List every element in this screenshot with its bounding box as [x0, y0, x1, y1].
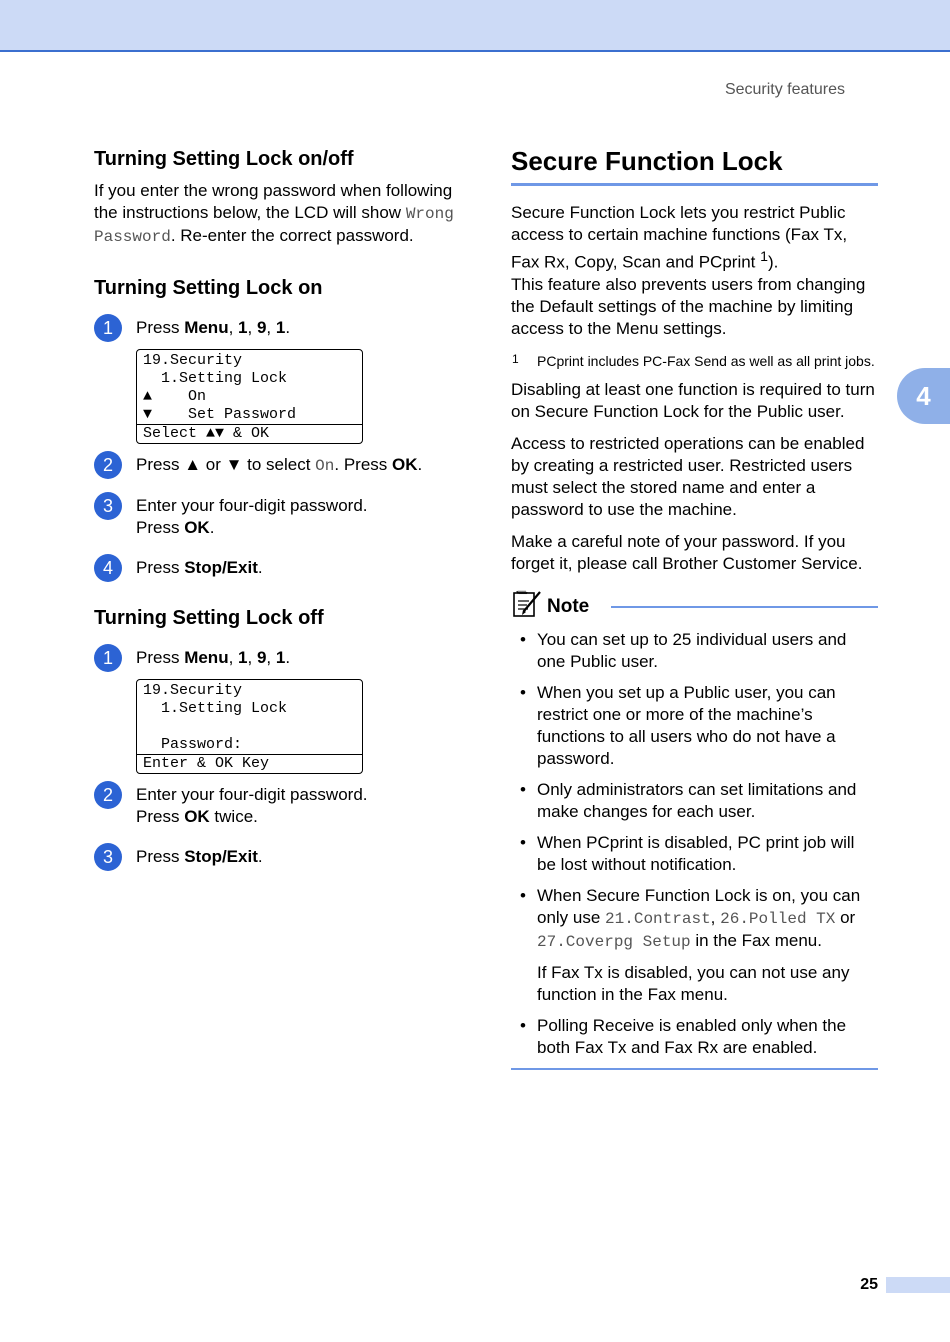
list-item-text: You can set up to 25 individual users and one Public user.: [537, 629, 847, 671]
key-ok: OK: [392, 455, 418, 474]
key-9: 9: [256, 318, 267, 337]
step-on-3: [94, 495, 464, 539]
footnote-text: PCprint includes PC-Fax Send as well as all print jobs.: [537, 352, 875, 369]
bullet-icon: •: [520, 682, 526, 702]
running-header: Security features: [724, 81, 845, 98]
lcd-line: 19.Security: [143, 352, 243, 369]
key-menu: Menu: [184, 648, 229, 667]
step-on-1: [94, 317, 464, 339]
list-item: [511, 885, 878, 1006]
menu-code: 21.Contrast: [605, 909, 711, 928]
step-off-1: [94, 647, 464, 669]
step-text: ,: [266, 648, 276, 667]
intro-paragraph: [511, 202, 878, 274]
lcd-line: 1.Setting Lock: [143, 370, 288, 387]
step-text: Press: [136, 807, 185, 826]
step-on-4: [94, 557, 464, 579]
note-label: Note: [547, 595, 590, 617]
bullet-icon: •: [520, 1015, 526, 1035]
step-text: .: [285, 318, 291, 337]
step-text: Press: [136, 318, 185, 337]
bullet-icon: •: [520, 779, 526, 799]
key-ok: OK: [184, 518, 210, 537]
lcd-display-off: [136, 679, 363, 774]
footnote-ref: 1: [760, 249, 768, 265]
key-menu: Menu: [184, 318, 229, 337]
step-text: Enter your four-digit password.: [136, 785, 368, 804]
step-text: Press: [136, 558, 185, 577]
down-arrow-icon: ▼: [225, 455, 243, 474]
list-item: [511, 832, 878, 876]
key-stop-exit: Stop/Exit: [184, 847, 258, 866]
step-text: to select: [242, 455, 316, 474]
step-text-line2: [136, 517, 464, 539]
step-text: ,: [266, 318, 276, 337]
left-column: [94, 146, 464, 868]
list-item: [511, 629, 878, 673]
up-arrow-icon: ▲: [184, 455, 202, 474]
heading-setting-lock-on: Turning Setting Lock on: [94, 277, 323, 299]
list-item-subparagraph: If Fax Tx is disabled, you can not use any function in the Fax menu.: [537, 962, 850, 1004]
lcd-line: ▼ Set Password: [143, 406, 297, 423]
step-number-icon: 1: [94, 644, 122, 672]
step-number-icon: 2: [94, 451, 122, 479]
list-item: [511, 1015, 878, 1059]
step-text: Press: [136, 518, 185, 537]
heading-setting-lock-off: Turning Setting Lock off: [94, 607, 324, 629]
list-item-text: in the Fax menu.: [690, 930, 822, 950]
note-header: [511, 589, 878, 625]
list-item-text: When PCprint is disabled, PC print job will be lost without notification.: [537, 832, 855, 874]
step-text: ,: [247, 318, 257, 337]
step-number-icon: 4: [94, 554, 122, 582]
access-paragraph: Access to restricted operations can be enabled by creating a restricted user. Restricted users must select the stored name and enter a password to use the machine.: [511, 433, 865, 519]
lcd-status-line: Enter & OK Key: [137, 754, 362, 773]
note-list: [511, 629, 878, 1059]
step-text: .: [417, 455, 423, 474]
paragraph-text: ).: [768, 252, 779, 272]
list-item-text: Only administrators can set limitations and make changes for each user.: [537, 779, 857, 821]
step-text: ,: [228, 318, 239, 337]
step-on-2: [94, 454, 464, 477]
list-item-text: When Secure Function Lock is on, you can only use: [537, 885, 861, 927]
list-item-text: When you set up a Public user, you can restrict one or more of the machine’s functions to all users who do not have a password.: [537, 682, 836, 768]
list-item: [511, 779, 878, 823]
key-stop-exit: Stop/Exit: [184, 558, 258, 577]
paragraph-text: Secure Function Lock lets you restrict Public access to certain machine functions (Fax Tx, Fax Rx, Copy, Scan and PCprint: [511, 203, 848, 272]
key-1: 1: [238, 318, 248, 337]
list-item: [511, 682, 878, 770]
right-column: [511, 145, 878, 1070]
heading-secure-function-lock: Secure Function Lock: [511, 146, 783, 176]
step-text: ,: [228, 648, 239, 667]
lcd-option: On: [315, 457, 335, 475]
lcd-line: [137, 718, 362, 736]
note-pad-icon: [511, 589, 543, 625]
footnote: [511, 352, 878, 371]
step-text: .: [285, 648, 291, 667]
key-ok: OK: [184, 807, 210, 826]
menu-code: 26.Polled TX: [720, 909, 836, 928]
footer-bar: [886, 1277, 950, 1293]
step-text: ,: [247, 648, 257, 667]
step-number-icon: 3: [94, 492, 122, 520]
step-text: .: [209, 518, 215, 537]
step-text: . Press: [334, 455, 392, 474]
menu-code: 27.Coverpg Setup: [537, 932, 691, 951]
step-number-icon: 3: [94, 843, 122, 871]
top-banner: [0, 0, 950, 52]
step-text: Press: [136, 455, 185, 474]
heading-setting-lock-onoff: Turning Setting Lock on/off: [94, 148, 354, 170]
bullet-icon: •: [520, 629, 526, 649]
step-text: Press: [136, 648, 185, 667]
lcd-line: 19.Security: [143, 682, 243, 699]
note-rule: [611, 606, 878, 608]
step-number-icon: 1: [94, 314, 122, 342]
step-text: .: [257, 847, 263, 866]
step-off-2: [94, 784, 464, 828]
lcd-display-on: [136, 349, 363, 444]
page-number: 25: [860, 1276, 878, 1293]
bullet-icon: •: [520, 832, 526, 852]
list-item-text: ,: [710, 907, 721, 927]
list-item-text: Polling Receive is enabled only when the both Fax Tx and Fax Rx are enabled.: [537, 1015, 847, 1057]
lcd-line: 1.Setting Lock: [143, 700, 288, 717]
step-text: twice.: [209, 807, 258, 826]
disabling-paragraph: Disabling at least one function is required to turn on Secure Function Lock for the Public user.: [511, 379, 875, 421]
onoff-intro: [94, 180, 464, 248]
chapter-tab: 4: [897, 368, 950, 424]
key-1: 1: [275, 648, 286, 667]
step-text: or: [201, 455, 226, 474]
step-text: .: [257, 558, 263, 577]
lcd-message: Wrong Password: [94, 205, 454, 246]
feature-paragraph: This feature also prevents users from changing the Default settings of the machine by limiting access to the Menu settings.: [511, 274, 866, 338]
intro-text: If you enter the wrong password when following the instructions below, the LCD will show: [94, 181, 453, 222]
step-text-line2: [136, 806, 464, 828]
lcd-line: Password:: [143, 736, 243, 753]
footnote-number: 1: [512, 351, 519, 366]
lcd-line: ▲ On: [143, 388, 207, 405]
step-text: Press: [136, 847, 185, 866]
intro-text-end: . Re-enter the correct password.: [170, 226, 414, 245]
lcd-status-line: Select ▲▼ & OK: [137, 424, 362, 443]
note-bottom-rule: [511, 1068, 878, 1070]
password-paragraph: Make a careful note of your password. If you forget it, please call Brother Customer Service.: [511, 531, 863, 573]
key-1: 1: [275, 318, 286, 337]
step-off-3: [94, 846, 464, 868]
key-1: 1: [238, 648, 248, 667]
bullet-icon: •: [520, 885, 526, 905]
step-text: Enter your four-digit password.: [136, 496, 368, 515]
step-number-icon: 2: [94, 781, 122, 809]
key-9: 9: [256, 648, 267, 667]
list-item-text: or: [835, 907, 856, 927]
